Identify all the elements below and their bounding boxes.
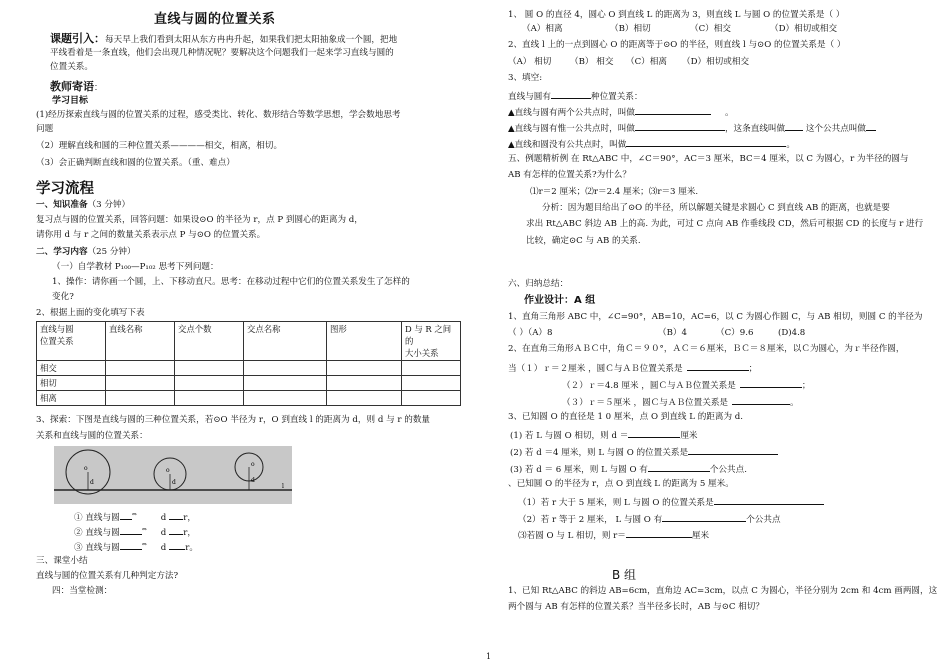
fill-blank[interactable] <box>662 512 746 522</box>
relation-d: d <box>160 543 167 553</box>
position-table <box>36 321 461 406</box>
question-3: 3、填空: <box>508 73 543 83</box>
analysis-line-3: 比较，确定⊙C 与 AB 的关系. <box>526 236 641 246</box>
table-header-row <box>37 322 461 361</box>
a4-item-3 <box>518 528 709 542</box>
a3-line-1: 3、已知圆 O 的直径是 1 0 厘米，点 O 到直线 L 的距离为 d. <box>508 412 744 422</box>
fill-blank[interactable] <box>626 528 692 538</box>
option[interactable]: （B）相切 <box>610 24 651 34</box>
fill-blank[interactable] <box>635 105 711 115</box>
table-cell[interactable] <box>244 376 327 391</box>
fill-blank[interactable] <box>688 445 778 455</box>
relation-r: r， <box>183 513 196 523</box>
table-cell[interactable] <box>402 391 461 406</box>
section-3-question: 直线与圆的位置关系有几种判定方法? <box>36 571 179 581</box>
relation-r: r， <box>183 528 196 538</box>
a4-text: ⑶若圆 O 与 L 相切，则 r＝ <box>518 531 626 541</box>
teacher-label: 教师寄语 <box>50 80 94 93</box>
a2-text: （３）ｒ＝５厘米 ，圆Ｃ与ＡＢ位置关系是 <box>562 398 729 408</box>
intro-line-2: 平线看着是一条直线，他们会出现几种情况呢？要解决这个问题我们一起来学习直线与圆的 <box>50 48 394 58</box>
fill-blank[interactable] <box>866 121 876 131</box>
section-1-line-2: 请你用 d 与 r 之间的数量关系表示点 P 与⊙O 的位置关系。 <box>36 230 266 240</box>
q3-text: 种位置关系： <box>590 92 643 102</box>
relation-1 <box>74 510 196 524</box>
a2-text: 。 <box>790 398 799 408</box>
option[interactable]: （A）相离 <box>522 24 563 34</box>
a2-text: ； <box>748 364 758 374</box>
fill-blank[interactable] <box>714 495 824 505</box>
center-label: o <box>166 467 170 474</box>
relation-blank[interactable] <box>120 525 142 535</box>
question-2-options <box>508 57 749 68</box>
center-label: o <box>251 461 255 468</box>
fill-blank[interactable] <box>628 428 680 438</box>
a2-line-4 <box>562 395 799 409</box>
a1-line-1: 1、直角三角形 ABC 中，∠C=90°，AB=10，AC=6，以 C 为圆心作圆 C，与 AB 相切，则圆 C 的半径为 <box>508 312 923 322</box>
distance-label: d <box>251 477 255 484</box>
a4-text: （1）若 r 大于 5 厘米，则 L 与圆 O 的位置关系是 <box>518 498 714 508</box>
section-2-label: 二、学习内容 <box>36 247 88 257</box>
page-number: 1 <box>486 652 492 661</box>
fill-blank[interactable] <box>732 395 790 405</box>
summary-heading: 六、归纳总结： <box>508 279 569 289</box>
section-1-heading <box>36 200 130 211</box>
a3-text: (1) 若 L 与圆 O 相切，则 d ＝ <box>510 431 629 441</box>
a4-item-1 <box>518 495 824 509</box>
position-diagram <box>54 446 292 504</box>
q3-text: ▲直线和圆没有公共点时，叫做 <box>508 140 627 150</box>
section-1-time: （3 分钟） <box>87 200 131 210</box>
fill-blank[interactable] <box>626 137 786 147</box>
a3-item-2 <box>510 445 778 459</box>
goal-2: （2）理解直线和圆的三种位置关系————相交，相离，相切。 <box>36 141 283 151</box>
a4-line-1: 、已知圆 O 的半径为 r，点 O 到直线 L 的距离为 5 厘米。 <box>508 479 734 489</box>
a3-text: (2) 若 d ＝4 厘米，则 L 与圆 O 的位置关系是 <box>510 448 689 458</box>
fill-blank[interactable] <box>648 462 710 472</box>
fill-blank[interactable] <box>785 121 803 131</box>
option[interactable]: （C）相交 <box>690 24 731 34</box>
table-cell[interactable] <box>106 361 175 376</box>
q3-text: 。 <box>786 140 795 150</box>
table-row-label: 相切 <box>37 376 106 391</box>
table-cell[interactable] <box>402 376 461 391</box>
goal-1-line-a: (1)经历探索直线与圆的位置关系的过程，感受类比、转化、数形结合等数学思想，学会数地思考 <box>36 110 401 120</box>
table-cell[interactable] <box>106 376 175 391</box>
section-2-time: （25 分钟） <box>87 247 136 257</box>
table-cell[interactable] <box>106 391 175 406</box>
table-caption: 2、根据上面的变化填写下表 <box>36 308 145 318</box>
q3-line-1 <box>508 89 643 103</box>
a2-text: ； <box>801 381 811 391</box>
intro-text-1: 每天早上我们看到太阳从东方冉冉升起，如果我们把太阳抽象成一个圆，把地 <box>105 35 398 45</box>
table-cell[interactable] <box>327 391 402 406</box>
analysis-line-2: 求出 Rt△ABC 斜边 AB 上的高. 为此，可过 C 点向 AB 作垂线段 CD，然后可根据 CD 的长度与 r 进行 <box>526 219 924 229</box>
table-header-cell: D 与 R 之间的 大小关系 <box>402 322 461 361</box>
q3-line-2 <box>508 105 734 119</box>
relation-r: r。 <box>185 543 198 553</box>
equivalence-icon: ⇔ <box>131 511 137 519</box>
q3-text: 直线与圆有 <box>508 92 551 102</box>
option[interactable]: （B）4 <box>658 328 687 338</box>
intro-line-3: 位置关系。 <box>50 62 93 72</box>
a2-line-1: 2、在直角三角形ＡＢＣ中，角Ｃ＝９０°，ＡＣ＝６厘米，ＢＣ＝８厘米，以Ｃ为圆心，为ｒ半径作圆， <box>508 344 905 354</box>
a2-line-3 <box>562 378 810 392</box>
option[interactable]: （B） 相交 <box>570 57 614 67</box>
table-header-cell: 直线与圆 位置关系 <box>37 322 106 361</box>
table-row-label: 相交 <box>37 361 106 376</box>
a4-text: （2）若 r 等于 2 厘米， L 与圆 O 有 <box>518 515 663 525</box>
table-header-cell: 交点名称 <box>244 322 327 361</box>
table-row <box>37 391 461 406</box>
option[interactable]: （A） 相切 <box>508 57 552 67</box>
option[interactable]: （C）相离 <box>626 57 667 67</box>
relation-2-text: ② 直线与圆 <box>74 528 120 538</box>
a2-text: 当（１）ｒ＝２厘米 ，圆Ｃ与ＡＢ位置关系是 <box>508 364 683 374</box>
a3-item-3 <box>510 462 747 476</box>
analysis-line-1: 分析：因为题目给出了⊙O 的半径，所以解题关键是求圆心 C 到直线 AB 的距离，也就是要 <box>542 203 890 213</box>
goal-label: 学习目标 <box>52 96 89 106</box>
example-line-2: AB 有怎样的位置关系?为什么？ <box>508 170 631 180</box>
equivalence-icon: ⇔ <box>141 526 147 534</box>
a3-text: 厘米 <box>680 431 698 441</box>
table-cell[interactable] <box>327 361 402 376</box>
option[interactable]: （D）相切或相交 <box>682 57 750 67</box>
intro-line-1 <box>50 32 397 46</box>
q3-text: 这个公共点叫做 <box>803 124 866 134</box>
relation-blank[interactable] <box>120 510 132 520</box>
relation-1-text: ① 直线与圆 <box>74 513 120 523</box>
explore-line-1: 3、探索：下图是直线与圆的三种位置关系，若⊙O 半径为 r，O 到直线 l 的距离为 d，则 d 与 r 的数量 <box>36 415 431 425</box>
option[interactable]: （C）9.6 <box>716 328 754 338</box>
distance-label: d <box>172 479 176 486</box>
section-1-label: 一、知识准备 <box>36 200 88 210</box>
relation-blank[interactable] <box>169 540 185 550</box>
page-title: 直线与圆的位置关系 <box>154 12 276 27</box>
relation-d: d <box>160 528 167 538</box>
a2-line-2 <box>508 361 757 375</box>
relation-2 <box>74 525 196 539</box>
table-row <box>37 376 461 391</box>
table-header-cell: 交点个数 <box>175 322 244 361</box>
a3-text: 个公共点. <box>709 465 747 475</box>
goal-1-line-b: 问题 <box>36 124 54 134</box>
option[interactable]: (D)4.8 <box>778 328 806 338</box>
table-cell[interactable] <box>244 361 327 376</box>
a3-text: (3) 若 d ＝ 6 厘米，则 L 与圆 O 有 <box>510 465 648 475</box>
self-study: （一）自学教材 P₁₀₀—P₁₀₂ 思考下列问题： <box>52 262 219 272</box>
table-cell[interactable] <box>175 391 244 406</box>
fill-blank[interactable] <box>551 89 591 99</box>
table-row-label: 相离 <box>37 391 106 406</box>
operation-line-1: 1、操作：请你画一个圆，上、下移动直尺。思考：在移动过程中它们的位置关系发生了怎样的 <box>52 277 410 287</box>
flow-title: 学习流程 <box>36 181 94 197</box>
line-label: l <box>282 483 284 490</box>
example-line-3: ⑴r＝2 厘米；⑵r＝2.4 厘米；⑶r＝3 厘米. <box>530 187 699 197</box>
table-header-cell: 直线名称 <box>106 322 175 361</box>
a3-item-1 <box>510 428 698 442</box>
relation-blank[interactable] <box>169 510 183 520</box>
distance-label: d <box>90 479 94 486</box>
q3-text: ▲直线与圆有两个公共点时，叫做 <box>508 108 635 118</box>
a4-item-2 <box>518 512 781 526</box>
intro-label: 课题引入： <box>50 32 105 45</box>
operation-line-2: 变化? <box>52 292 74 302</box>
question-1-options <box>522 24 837 35</box>
teacher-message <box>50 80 103 94</box>
example-line-1: 五、例题精析例 在 Rt△ABC 中，∠C＝90°，AC＝3 厘米，BC＝4 厘米，以 C 为圆心，r 为半径的圆与 <box>508 154 909 164</box>
teacher-colon: ： <box>94 83 103 93</box>
a4-text: 厘米 <box>691 531 710 541</box>
homework-heading: 作业设计：A 组 <box>524 295 596 306</box>
table-cell[interactable] <box>244 391 327 406</box>
relation-3-text: ③ 直线与圆 <box>74 543 120 553</box>
option[interactable]: （ ）（A）8 <box>508 328 553 338</box>
a1-options <box>508 328 805 339</box>
question-2: 2、直线 l 上的一点到圆心 O 的距离等于⊙O 的半径，则直线 l 与⊙O 的位置关系是（ ） <box>508 40 846 50</box>
a2-text: （２）ｒ＝4.8 厘米 ，圆Ｃ与ＡＢ位置关系是 <box>562 381 736 391</box>
equivalence-icon: ⇔ <box>141 541 147 549</box>
table-cell[interactable] <box>402 361 461 376</box>
section-3-heading: 三、课堂小结 <box>36 556 88 566</box>
group-b-heading: B 组 <box>612 568 637 582</box>
question-1: 1、 圆 O 的直径 4，圆心 O 到直线 L 的距离为 3，则直线 L 与圆 O 的位置关系是（ ） <box>508 10 845 20</box>
b1-line-1: 1、已知 Rt△ABC 的斜边 AB=6cm，直角边 AC=3cm，以点 C 为圆心，半径分别为 2cm 和 4cm 画两圆，这 <box>508 586 938 596</box>
section-4-heading: 四：当堂检测： <box>52 586 113 596</box>
fill-blank[interactable] <box>635 121 725 131</box>
option[interactable]: （D）相切或相交 <box>770 24 838 34</box>
table-cell[interactable] <box>175 376 244 391</box>
table-row <box>37 361 461 376</box>
q3-text: 。 <box>724 108 734 118</box>
center-label: o <box>84 465 88 472</box>
explore-line-2: 关系和直线与圆的位置关系： <box>36 431 148 441</box>
b1-line-2: 两个圆与 AB 有怎样的位置关系？当半径多长时，AB 与⊙C 相切？ <box>508 602 764 612</box>
section-2-heading <box>36 247 136 258</box>
section-1-line-1: 复习点与圆的位置关系，回答问题：如果设⊙O 的半径为 r，点 P 到圆心的距离为 d， <box>36 215 363 225</box>
relation-blank[interactable] <box>169 525 183 535</box>
relation-blank[interactable] <box>120 540 142 550</box>
q3-line-3 <box>508 121 876 135</box>
relation-d: d <box>160 513 167 523</box>
q3-text: ，这条直线叫做 <box>724 124 786 134</box>
q3-text: ▲直线与圆有惟一公共点时，叫做 <box>508 124 635 134</box>
table-header-cell: 图形 <box>327 322 402 361</box>
goal-3: （3）会正确判断直线和圆的位置关系。（重、难点） <box>36 158 235 168</box>
fill-blank[interactable] <box>687 361 749 371</box>
three-positions-figure <box>54 446 292 504</box>
table-cell[interactable] <box>175 361 244 376</box>
q3-line-4 <box>508 137 795 151</box>
fill-blank[interactable] <box>740 378 802 388</box>
table-cell[interactable] <box>327 376 402 391</box>
a4-text: 个公共点 <box>746 515 781 525</box>
relation-3 <box>74 540 198 554</box>
